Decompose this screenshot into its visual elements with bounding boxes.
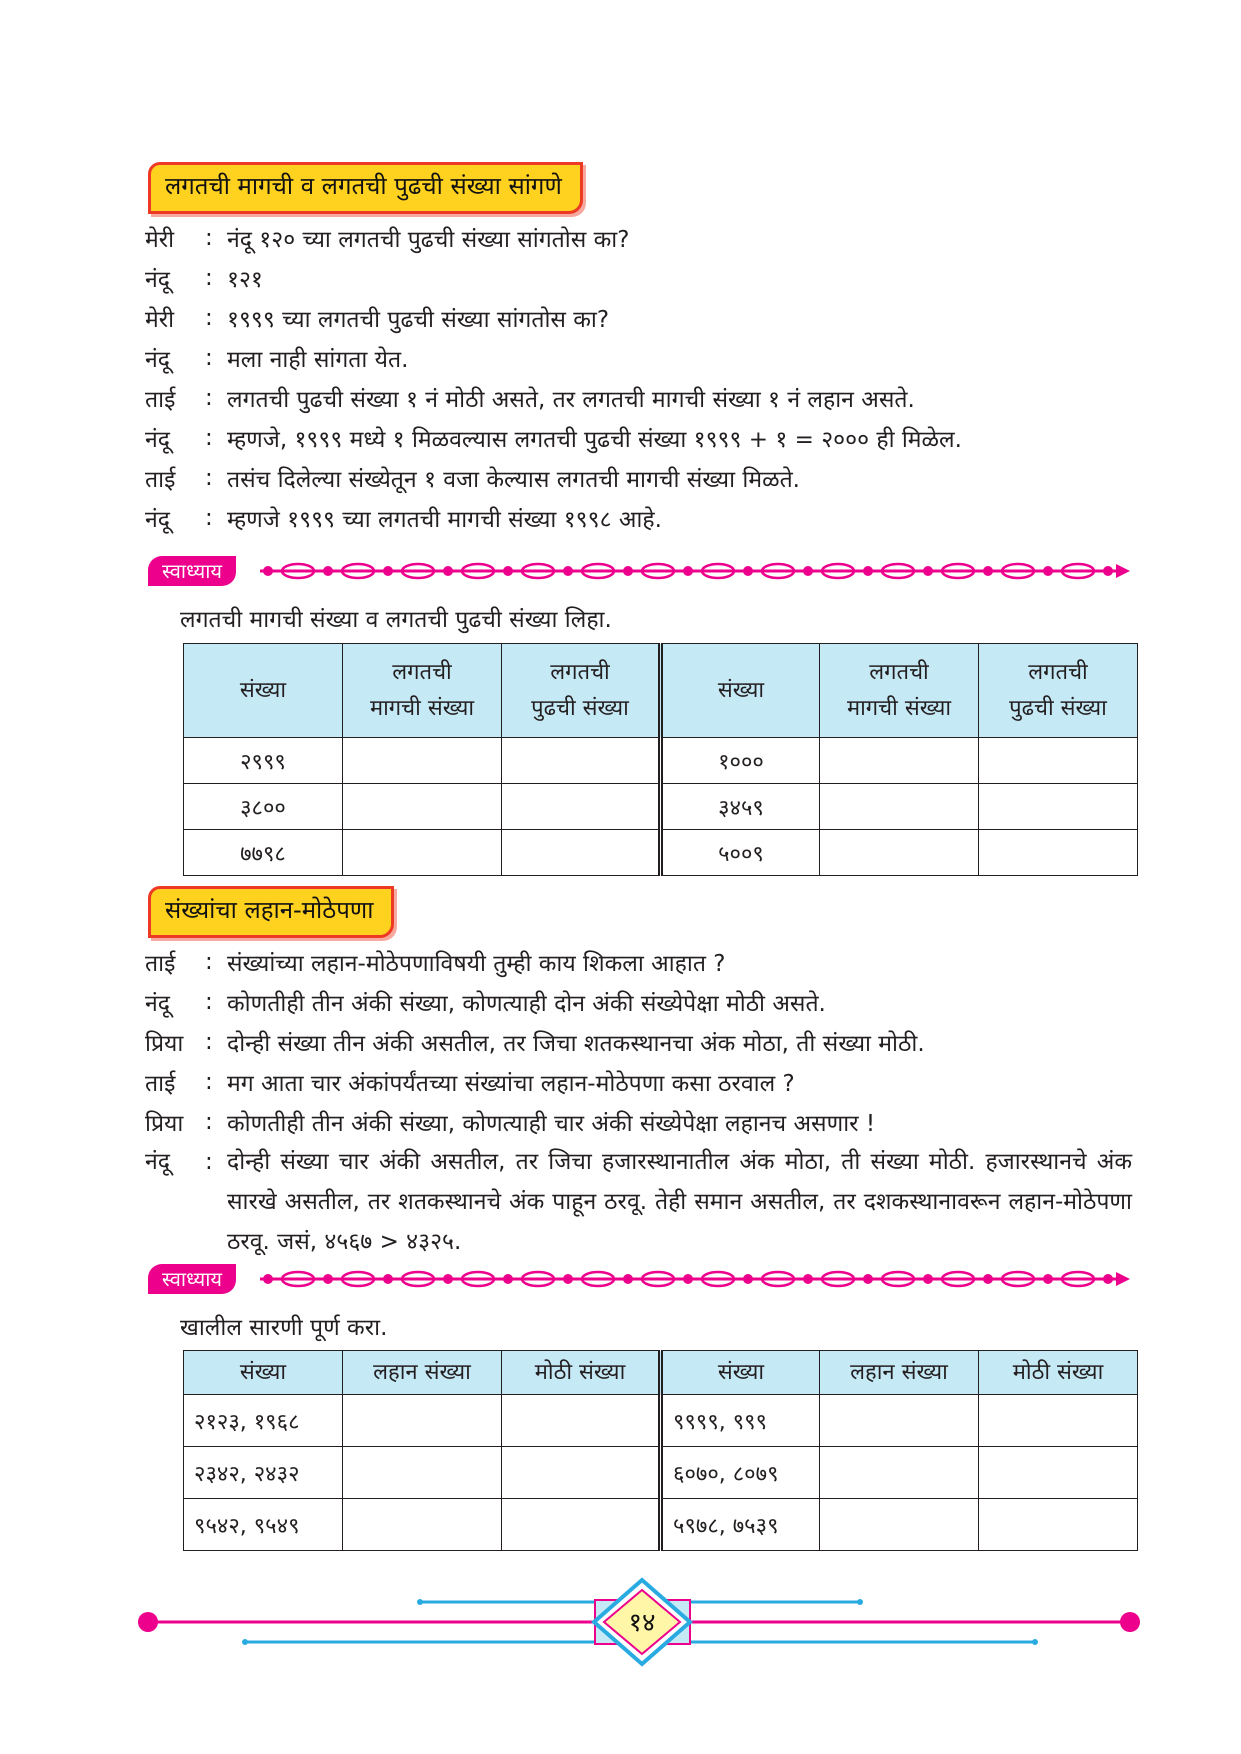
number-cell: १००० xyxy=(661,738,820,784)
header-line: लगतची xyxy=(550,659,610,685)
answer-cell[interactable] xyxy=(502,738,661,784)
dialogue-line: मेरी : १९९९ च्या लगतची पुढची संख्या सांगतोस का? xyxy=(145,298,962,338)
column-header-previous xyxy=(820,644,979,738)
column-header-next xyxy=(502,644,661,738)
header-line: मागची संख्या xyxy=(369,695,475,721)
dialogue-text: लगतची पुढची संख्या १ नं मोठी असते, तर लगतची मागची संख्या १ नं लहान असते. xyxy=(227,387,915,413)
answer-cell[interactable] xyxy=(343,1395,502,1447)
speaker: नंदू xyxy=(145,267,170,293)
speaker: नंदू xyxy=(145,991,170,1017)
header-line: लगतची xyxy=(1028,659,1088,685)
answer-cell[interactable] xyxy=(502,1447,661,1499)
speaker: मेरी xyxy=(145,227,175,253)
section-heading-comparing-numbers xyxy=(148,886,394,938)
adjacent-numbers-table xyxy=(183,643,1138,876)
dialogue-text: म्हणजे, १९९९ मध्ये १ मिळवल्यास लगतची पुढची संख्या १९९९ + १ = २००० ही मिळेल. xyxy=(227,427,962,453)
column-header-smaller: लहान संख्या xyxy=(820,1351,979,1395)
answer-cell[interactable] xyxy=(502,1499,661,1551)
header-line: मागची संख्या xyxy=(846,695,952,721)
column-header-number: संख्या xyxy=(661,644,820,738)
dialogue-line: ताई : लगतची पुढची संख्या १ नं मोठी असते, तर लगतची मागची संख्या १ नं लहान असते. xyxy=(145,378,962,418)
speaker: ताई xyxy=(145,951,176,977)
header-line: लगतची xyxy=(869,659,929,685)
dialogue-line: नंदू : दोन्ही संख्या चार अंकी असतील, तर जिचा हजारस्थानातील अंक मोठा, ती संख्या मोठी. हजारस्थानचे अंक सारखे असतील, तर शतकस्थानचे अंक पाहून ठरवू. तेही समान असतील, तर दशकस्थानावरून लहान-मोठेपणा ठरवू. जसं, ४५६७ > ४३२५. xyxy=(145,1142,1132,1262)
number-cell: ५००९ xyxy=(661,830,820,876)
exercise-instruction: खालील सारणी पूर्ण करा. xyxy=(180,1315,388,1341)
dialogue-text: कोणतीही तीन अंकी संख्या, कोणत्याही चार अंकी संख्येपेक्षा लहानच असणार ! xyxy=(227,1111,876,1137)
dialogue-line: ताई : तसंच दिलेल्या संख्येतून १ वजा केल्यास लगतची मागची संख्या मिळते. xyxy=(145,458,962,498)
answer-cell[interactable] xyxy=(820,1395,979,1447)
speaker: नंदू xyxy=(145,427,170,453)
dialogue-line: नंदू : म्हणजे १९९९ च्या लगतची मागची संख्या १९९८ आहे. xyxy=(145,498,962,538)
answer-cell[interactable] xyxy=(343,1447,502,1499)
dialogue-text: कोणतीही तीन अंकी संख्या, कोणत्याही दोन अंकी संख्येपेक्षा मोठी असते. xyxy=(227,991,826,1017)
number-pair-cell: ५९७८, ७५३९ xyxy=(661,1499,820,1551)
answer-cell[interactable] xyxy=(820,784,979,830)
page-footer xyxy=(0,1570,1241,1670)
answer-cell[interactable] xyxy=(820,1447,979,1499)
answer-cell[interactable] xyxy=(343,738,502,784)
speaker: नंदू xyxy=(145,347,170,373)
exercise-label: स्वाध्याय xyxy=(148,556,236,586)
number-cell: २९९९ xyxy=(184,738,343,784)
dialogue-line: नंदू : मला नाही सांगता येत. xyxy=(145,338,962,378)
column-header-bigger: मोठी संख्या xyxy=(502,1351,661,1395)
dialogue-text: नंदू १२० च्या लगतची पुढची संख्या सांगतोस का? xyxy=(227,227,630,253)
column-header-number: संख्या xyxy=(661,1351,820,1395)
table-row xyxy=(184,738,1138,784)
dialogue-text: मग आता चार अंकांपर्यंतच्या संख्यांचा लहान-मोठेपणा कसा ठरवाल ? xyxy=(227,1071,795,1097)
column-header-smaller: लहान संख्या xyxy=(343,1351,502,1395)
dialogue-text: दोन्ही संख्या तीन अंकी असतील, तर जिचा शतकस्थानचा अंक मोठा, ती संख्या मोठी. xyxy=(227,1031,925,1057)
page-number: १४ xyxy=(628,1608,656,1638)
speaker: नंदू xyxy=(145,1149,170,1175)
answer-cell[interactable] xyxy=(979,738,1138,784)
answer-cell[interactable] xyxy=(979,1499,1138,1551)
speaker: प्रिया xyxy=(145,1111,184,1137)
table-row xyxy=(184,1499,1138,1551)
dialogue-line: ताई : संख्यांच्या लहान-मोठेपणाविषयी तुम्ही काय शिकला आहात ? xyxy=(145,942,1132,982)
answer-cell[interactable] xyxy=(343,830,502,876)
exercise-label: स्वाध्याय xyxy=(148,1264,236,1294)
exercise-banner xyxy=(148,556,1138,586)
speaker: नंदू xyxy=(145,507,170,533)
table-row xyxy=(184,830,1138,876)
dialogue-adjacent-numbers xyxy=(145,218,962,538)
dialogue-text: म्हणजे १९९९ च्या लगतची मागची संख्या १९९८ आहे. xyxy=(227,507,662,533)
answer-cell[interactable] xyxy=(502,784,661,830)
dialogue-line: नंदू : म्हणजे, १९९९ मध्ये १ मिळवल्यास लगतची पुढची संख्या १९९९ + १ = २००० ही मिळेल. xyxy=(145,418,962,458)
table-row xyxy=(184,784,1138,830)
speaker: ताई xyxy=(145,467,176,493)
number-pair-cell: २३४२, २४३२ xyxy=(184,1447,343,1499)
exercise-banner xyxy=(148,1264,1138,1294)
chain-decoration-icon xyxy=(260,1269,1130,1289)
number-pair-cell: ९५४२, ९५४९ xyxy=(184,1499,343,1551)
answer-cell[interactable] xyxy=(979,1395,1138,1447)
footer-dot-icon xyxy=(138,1612,158,1632)
answer-cell[interactable] xyxy=(979,1447,1138,1499)
answer-cell[interactable] xyxy=(502,830,661,876)
number-pair-cell: ९९९९, ९९९ xyxy=(661,1395,820,1447)
column-header-next xyxy=(979,644,1138,738)
exercise-instruction: लगतची मागची संख्या व लगतची पुढची संख्या लिहा. xyxy=(180,607,612,633)
dialogue-text: १२१ xyxy=(227,267,263,293)
footer-dot-icon xyxy=(1120,1612,1140,1632)
table-row xyxy=(184,1447,1138,1499)
dialogue-text: तसंच दिलेल्या संख्येतून १ वजा केल्यास लगतची मागची संख्या मिळते. xyxy=(227,467,800,493)
answer-cell[interactable] xyxy=(343,1499,502,1551)
speaker: प्रिया xyxy=(145,1031,184,1057)
column-header-bigger: मोठी संख्या xyxy=(979,1351,1138,1395)
dialogue-line: नंदू : १२१ xyxy=(145,258,962,298)
answer-cell[interactable] xyxy=(343,784,502,830)
section-heading-text: लगतची मागची व लगतची पुढची संख्या सांगणे xyxy=(165,172,562,200)
answer-cell[interactable] xyxy=(979,784,1138,830)
chain-decoration-icon xyxy=(260,561,1130,581)
number-cell: ७७९८ xyxy=(184,830,343,876)
header-line: लगतची xyxy=(392,659,452,685)
number-pair-cell: २१२३, १९६८ xyxy=(184,1395,343,1447)
dialogue-line: प्रिया : दोन्ही संख्या तीन अंकी असतील, तर जिचा शतकस्थानचा अंक मोठा, ती संख्या मोठी. xyxy=(145,1022,1132,1062)
answer-cell[interactable] xyxy=(979,830,1138,876)
number-cell: ३४५९ xyxy=(661,784,820,830)
answer-cell[interactable] xyxy=(820,830,979,876)
section-heading-text: संख्यांचा लहान-मोठेपणा xyxy=(165,896,374,924)
speaker: ताई xyxy=(145,387,176,413)
answer-cell[interactable] xyxy=(502,1395,661,1447)
dialogue-line: प्रिया : कोणतीही तीन अंकी संख्या, कोणत्याही चार अंकी संख्येपेक्षा लहानच असणार ! xyxy=(145,1102,1132,1142)
dialogue-text: १९९९ च्या लगतची पुढची संख्या सांगतोस का? xyxy=(227,307,610,333)
table-row xyxy=(184,1395,1138,1447)
answer-cell[interactable] xyxy=(820,1499,979,1551)
column-header-number: संख्या xyxy=(184,1351,343,1395)
header-line: पुढची संख्या xyxy=(1009,695,1107,721)
dialogue-line: ताई : मग आता चार अंकांपर्यंतच्या संख्यांचा लहान-मोठेपणा कसा ठरवाल ? xyxy=(145,1062,1132,1102)
dialogue-comparing-numbers xyxy=(145,942,1132,1262)
dialogue-text: दोन्ही संख्या चार अंकी असतील, तर जिचा हजारस्थानातील अंक मोठा, ती संख्या मोठी. हजारस्थानचे अंक सारखे असतील, तर शतकस्थानचे अंक पाहून ठरवू. तेही समान असतील, तर दशकस्थानावरून लहान-मोठेपणा ठरवू. जसं, ४५६७ > ४३२५. xyxy=(227,1149,1132,1255)
header-line: पुढची संख्या xyxy=(531,695,629,721)
dialogue-line: मेरी : नंदू १२० च्या लगतची पुढची संख्या सांगतोस का? xyxy=(145,218,962,258)
answer-cell[interactable] xyxy=(820,738,979,784)
number-cell: ३८०० xyxy=(184,784,343,830)
section-heading-adjacent-numbers xyxy=(148,162,583,214)
dialogue-text: मला नाही सांगता येत. xyxy=(227,347,409,373)
comparison-table xyxy=(183,1350,1138,1551)
speaker: ताई xyxy=(145,1071,176,1097)
number-pair-cell: ६०७०, ८०७९ xyxy=(661,1447,820,1499)
dialogue-line: नंदू : कोणतीही तीन अंकी संख्या, कोणत्याही दोन अंकी संख्येपेक्षा मोठी असते. xyxy=(145,982,1132,1022)
column-header-previous xyxy=(343,644,502,738)
speaker: मेरी xyxy=(145,307,175,333)
dialogue-text: संख्यांच्या लहान-मोठेपणाविषयी तुम्ही काय शिकला आहात ? xyxy=(227,951,726,977)
column-header-number: संख्या xyxy=(184,644,343,738)
